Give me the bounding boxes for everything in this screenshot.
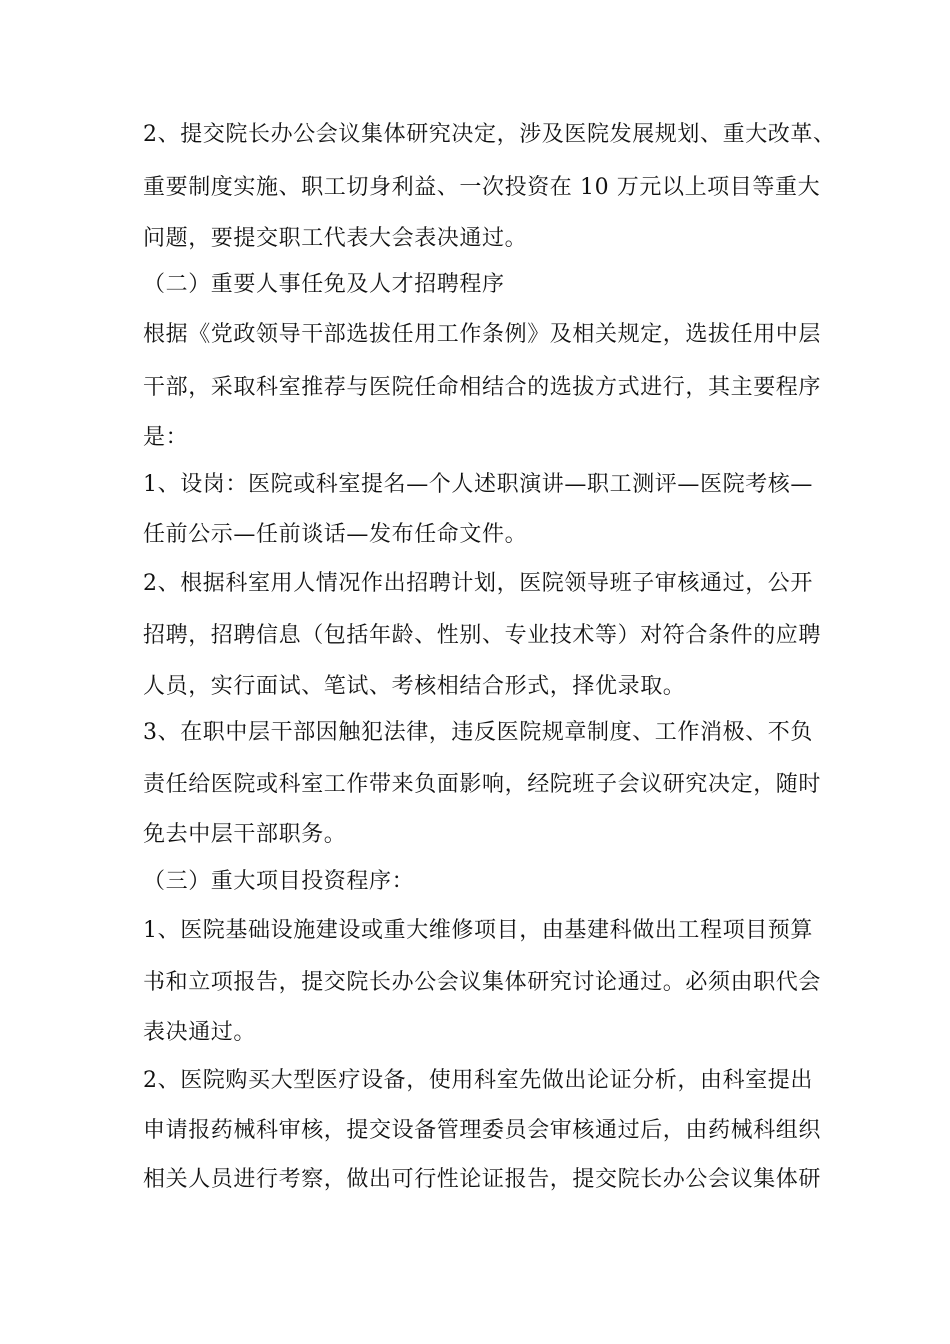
body-line: 书和立项报告，提交院长办公会议集体研究讨论通过。必须由职代会 xyxy=(143,970,822,995)
body-line: 申请报药械科审核，提交设备管理委员会审核通过后，由药械科组织 xyxy=(143,1118,822,1143)
body-line: 人员，实行面试、笔试、考核相结合形式，择优录取。 xyxy=(143,674,686,699)
body-line: 2、医院购买大型医疗设备，使用科室先做出论证分析，由科室提出 xyxy=(143,1068,813,1093)
body-line: 问题，要提交职工代表大会表决通过。 xyxy=(143,226,528,251)
body-line: 责任给医院或科室工作带来负面影响，经院班子会议研究决定，随时 xyxy=(143,772,822,797)
body-line: 相关人员进行考察，做出可行性论证报告，提交院长办公会议集体研 xyxy=(143,1167,822,1192)
body-line: 免去中层干部职务。 xyxy=(143,822,347,847)
body-line: 2、提交院长办公会议集体研究决定，涉及医院发展规划、重大改革、 xyxy=(143,122,836,147)
body-line: 招聘，招聘信息（包括年龄、性别、专业技术等）对符合条件的应聘 xyxy=(143,623,822,648)
body-line: 1、医院基础设施建设或重大维修项目，由基建科做出工程项目预算 xyxy=(143,918,813,943)
section-heading: （三）重大项目投资程序： xyxy=(143,869,415,894)
body-line: 重要制度实施、职工切身利益、一次投资在 10 万元以上项目等重大 xyxy=(143,175,821,200)
body-line: 1、设岗：医院或科室提名—个人述职演讲—职工测评—医院考核— xyxy=(143,472,813,497)
body-line: 表决通过。 xyxy=(143,1020,257,1045)
body-line: 任前公示—任前谈话—发布任命文件。 xyxy=(143,522,528,547)
section-heading: （二）重要人事任免及人才招聘程序 xyxy=(143,272,505,297)
body-line: 2、根据科室用人情况作出招聘计划，医院领导班子审核通过，公开 xyxy=(143,571,813,596)
body-line: 3、在职中层干部因触犯法律，违反医院规章制度、工作消极、不负 xyxy=(143,720,813,745)
body-line: 干部，采取科室推荐与医院任命相结合的选拔方式进行，其主要程序 xyxy=(143,375,822,400)
body-line: 根据《党政领导干部选拔任用工作条例》及相关规定，选拔任用中层 xyxy=(143,322,822,347)
body-line: 是： xyxy=(143,425,189,450)
